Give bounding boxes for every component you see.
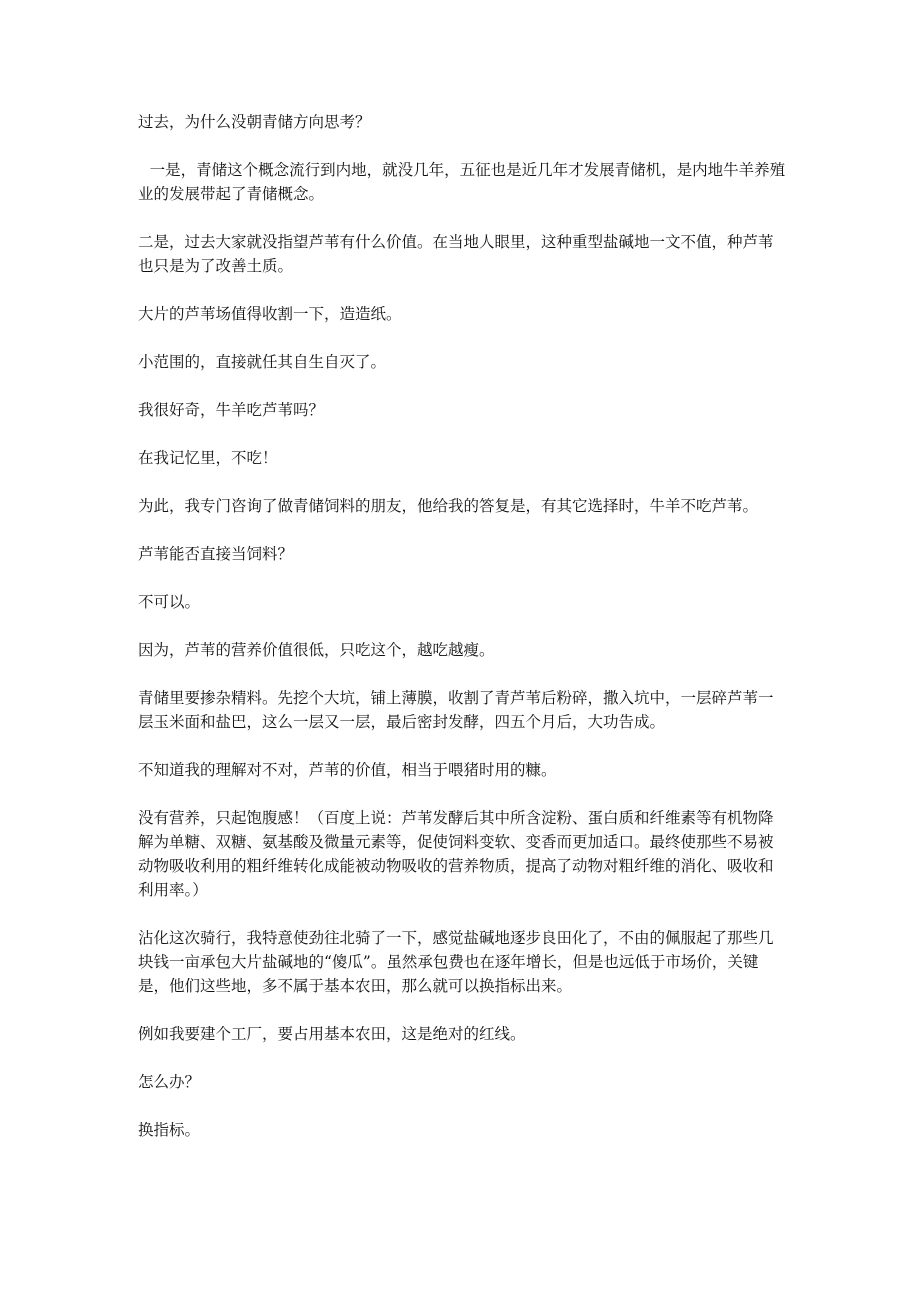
paragraph: 不可以。 bbox=[138, 593, 201, 611]
paragraph: 怎么办？ bbox=[138, 1073, 201, 1091]
paragraph: 我很好奇，牛羊吃芦苇吗？ bbox=[138, 401, 325, 419]
paragraph: 二是，过去大家就没指望芦苇有什么价值。在当地人眼里，这种重型盐碱地一文不值，种芦苇也只是为了改善土质。 bbox=[138, 233, 774, 275]
paragraph: 过去，为什么没朝青储方向思考？ bbox=[138, 113, 371, 131]
paragraph: 因为，芦苇的营养价值很低，只吃这个，越吃越瘦。 bbox=[138, 641, 495, 659]
paragraph: 在我记忆里，不吃！ bbox=[138, 449, 278, 467]
paragraph: 芦苇能否直接当饲料？ bbox=[138, 545, 294, 563]
paragraph: 没有营养，只起饱腹感！（百度上说：芦苇发酵后其中所含淀粉、蛋白质和纤维素等有机物降解为单糖、双糖、氨基酸及微量元素等，促使饲料变软、变香而更加适口。最终使那些不易被动物吸收利用的粗纤维转化成能被动物吸收的营养物质，提高了动物对粗纤维的消化、吸收和利用率。） bbox=[138, 809, 774, 899]
paragraph: 青储里要掺杂精料。先挖个大坑，铺上薄膜，收割了青芦苇后粉碎，撒入坑中，一层碎芦苇一层玉米面和盐巴，这么一层又一层，最后密封发酵，四五个月后，大功告成。 bbox=[138, 689, 774, 731]
paragraph: 不知道我的理解对不对，芦苇的价值，相当于喂猪时用的糠。 bbox=[138, 761, 557, 779]
paragraph: 为此，我专门咨询了做青储饲料的朋友，他给我的答复是，有其它选择时，牛羊不吃芦苇。 bbox=[138, 497, 759, 515]
paragraph: 小范围的，直接就任其自生自灭了。 bbox=[138, 353, 387, 371]
article-body bbox=[138, 110, 788, 1166]
paragraph: 换指标。 bbox=[138, 1121, 201, 1139]
paragraph: 大片的芦苇场值得收割一下，造造纸。 bbox=[138, 305, 402, 323]
paragraph: 一是，青储这个概念流行到内地，就没几年，五征也是近几年才发展青储机，是内地牛羊养殖业的发展带起了青储概念。 bbox=[138, 161, 786, 203]
paragraph: 沾化这次骑行，我特意使劲往北骑了一下，感觉盐碱地逐步良田化了，不由的佩服起了那些几块钱一亩承包大片盐碱地的“傻瓜”。虽然承包费也在逐年增长，但是也远低于市场价，关键是，他们这些地，多不属于基本农田，那么就可以换指标出来。 bbox=[138, 929, 774, 995]
paragraph: 例如我要建个工厂，要占用基本农田，这是绝对的红线。 bbox=[138, 1025, 526, 1043]
